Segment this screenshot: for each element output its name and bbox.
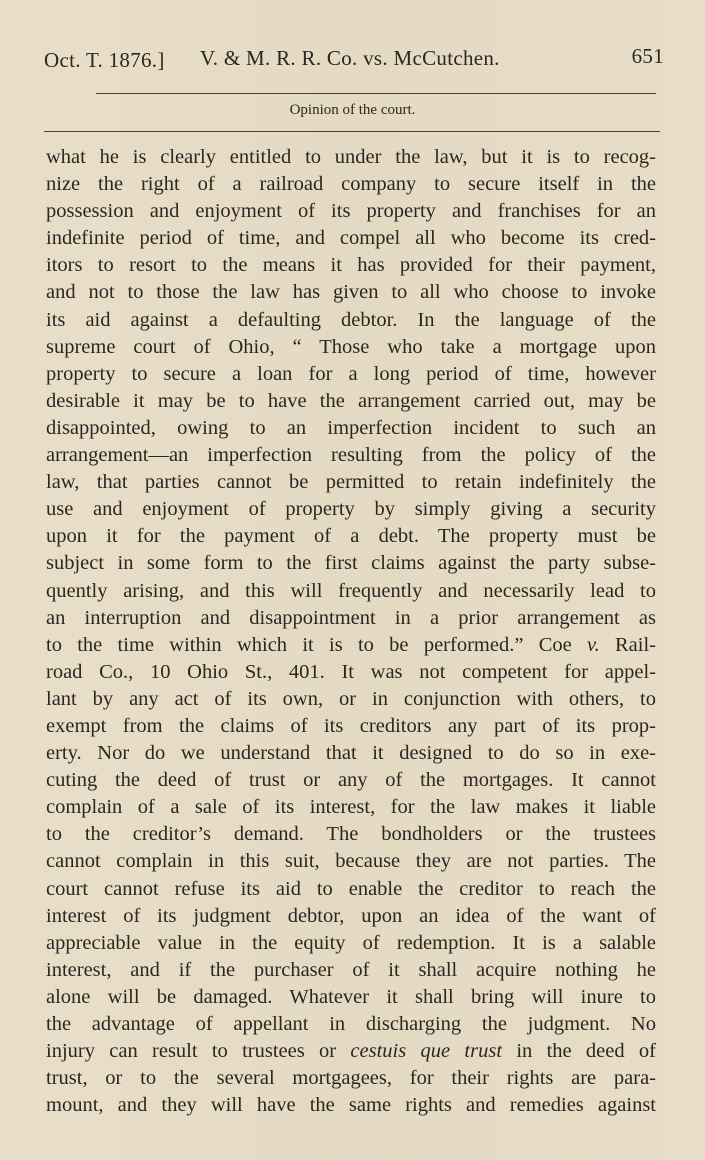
text-line: law, that parties cannot be permitted to retain indefinitely the bbox=[46, 471, 656, 494]
text-line: complain of a sale of its interest, for the law makes it liable bbox=[46, 796, 656, 819]
text-line: subject in some form to the first claims against the party subse- bbox=[46, 552, 656, 575]
subheading-rule bbox=[44, 131, 660, 132]
text-line: desirable it may be to have the arrangement carried out, may be bbox=[46, 389, 656, 412]
text-line: the advantage of appellant in discharging the judgment. No bbox=[46, 1013, 656, 1035]
text-line: exempt from the claims of its creditors any part of its prop- bbox=[46, 714, 656, 737]
text-line: interest of its judgment debtor, upon an idea of the want of bbox=[46, 904, 656, 927]
text-line: quently arising, and this will frequently and necessarily lead to bbox=[46, 579, 656, 602]
header-rule bbox=[96, 93, 656, 94]
opinion-text bbox=[46, 144, 656, 1119]
text-line: supreme court of Ohio, “ Those who take a mortgage upon bbox=[46, 335, 656, 358]
text-line: upon it for the payment of a debt. The property must be bbox=[46, 525, 656, 548]
text-line: arrangement—an imperfection resulting from the policy of the bbox=[46, 444, 656, 467]
text-line: nize the right of a railroad company to secure itself in the bbox=[46, 173, 656, 196]
running-head bbox=[44, 44, 664, 74]
text-line: appreciable value in the equity of redemption. It is a salable bbox=[46, 931, 656, 954]
text-line: disappointed, owing to an imperfection incident to such an bbox=[46, 416, 656, 439]
text-line: mount, and they will have the same rights and remedies against bbox=[46, 1094, 656, 1117]
text-line: cannot complain in this suit, because they are not parties. The bbox=[46, 850, 656, 873]
term-label: Oct. T. 1876.] bbox=[44, 48, 165, 72]
text-line: property to secure a loan for a long period of time, however bbox=[46, 362, 656, 385]
text-line: lant by any act of its own, or in conjunction with others, to bbox=[46, 687, 656, 710]
text-line: an interruption and disappointment in a prior arrangement as bbox=[46, 606, 656, 629]
text-line: court cannot refuse its aid to enable the creditor to reach the bbox=[46, 877, 656, 900]
case-title: V. & M. R. R. Co. vs. McCutchen. bbox=[200, 46, 500, 70]
text-line: road Co., 10 Ohio St., 401. It was not competent for appel- bbox=[46, 660, 656, 683]
page-number: 651 bbox=[631, 44, 664, 68]
text-line: what he is clearly entitled to under the law, but it is to recog- bbox=[46, 146, 656, 168]
text-line: trust, or to the several mortgagees, for their rights are para- bbox=[46, 1067, 656, 1090]
text-line: indefinite period of time, and compel all who become its cred- bbox=[46, 227, 656, 250]
text-line: cuting the deed of trust or any of the mortgages. It cannot bbox=[46, 769, 656, 792]
text-line: interest, and if the purchaser of it shall acquire nothing he bbox=[46, 958, 656, 981]
text-line: its aid against a defaulting debtor. In the language of the bbox=[46, 308, 656, 331]
text-line: use and enjoyment of property by simply giving a security bbox=[46, 498, 656, 521]
text-line: and not to those the law has given to all who choose to invoke bbox=[46, 281, 656, 304]
text-line: to the time within which it is to be performed.” Coe v. Rail- bbox=[46, 633, 656, 656]
section-subheading: Opinion of the court. bbox=[289, 102, 416, 118]
text-line: erty. Nor do we understand that it designed to do so in exe- bbox=[46, 742, 656, 765]
text-line: itors to resort to the means it has provided for their payment, bbox=[46, 254, 656, 277]
text-line: to the creditor’s demand. The bondholders or the trustees bbox=[46, 823, 656, 846]
text-line: alone will be damaged. Whatever it shall bring will inure to bbox=[46, 985, 656, 1008]
text-line: possession and enjoyment of its property and franchises for an bbox=[46, 200, 656, 223]
text-line: injury can result to trustees or cestuis que trust in the deed of bbox=[46, 1040, 657, 1063]
